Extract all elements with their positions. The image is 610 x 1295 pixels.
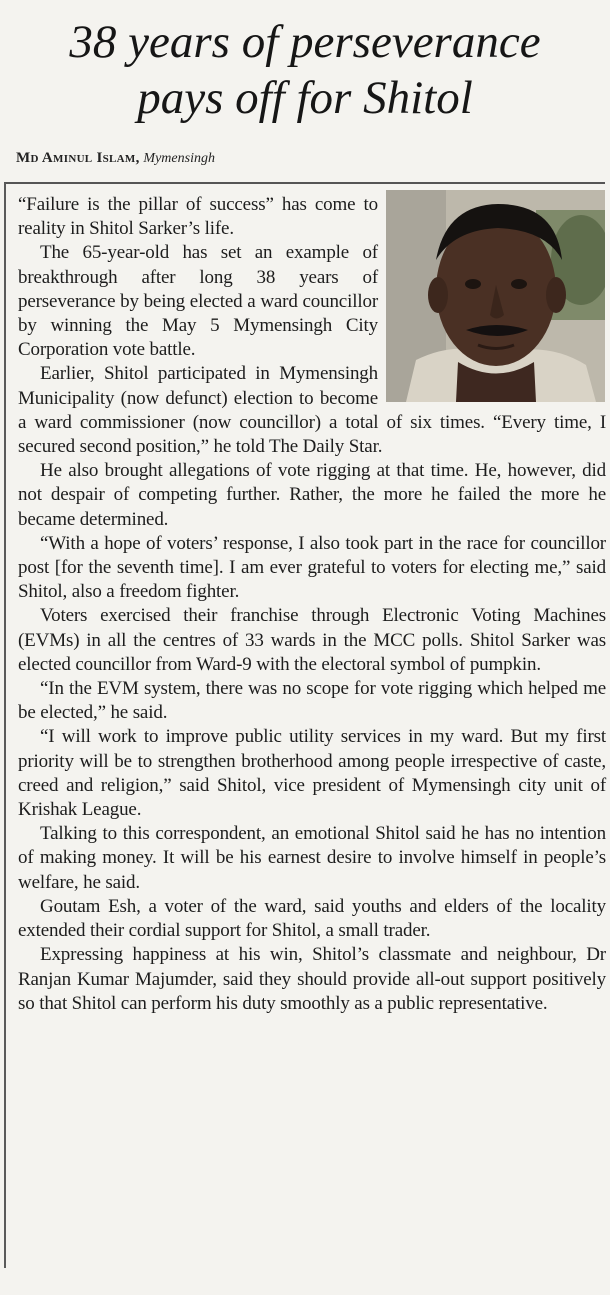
paragraph: He also brought allegations of vote rigging at that time. He, however, did not despair of competing further. Rather, the more he failed the more he became determined.: [18, 460, 606, 530]
column-rule: [4, 183, 6, 1268]
headline-line-2: pays off for Shitol: [137, 72, 473, 124]
headline: [0, 14, 610, 126]
paragraph: Goutam Esh, a voter of the ward, said youths and elders of the locality extended their cordial support for Shitol, a small trader.: [18, 895, 606, 942]
paragraph: “With a hope of voters’ response, I also took part in the race for councillor post [for the seventh time]. I am ever grateful to voters for electing me,” said Shitol, also a freedom fighter.: [18, 532, 606, 603]
top-divider: [4, 182, 605, 184]
paragraph: Earlier, Shitol participated in Mymensingh Municipality (now defunct) election to become a ward commissioner (now councillor) a total of six times. “Every time, I secured second position,” he told The Daily Star.: [18, 363, 606, 458]
byline-location: Mymensingh: [143, 151, 215, 166]
byline: [16, 150, 215, 167]
paragraph: Expressing happiness at his win, Shitol’s classmate and neighbour, Dr Ranjan Kumar Majumder, said they should provide all-out support positively so that Shitol can perform his duty smoothly as a public representative.: [18, 944, 606, 1014]
paragraph: “In the EVM system, there was no scope for vote rigging which helped me be elected,” he said.: [18, 678, 606, 724]
photo-wrap-space: [384, 193, 606, 407]
headline-line-1: 38 years of perseverance: [69, 16, 541, 68]
byline-author: Md Aminul Islam,: [16, 150, 140, 166]
paragraph: Talking to this correspondent, an emotional Shitol said he has no intention of making money. It will be his earnest desire to involve himself in people’s welfare, he said.: [18, 823, 606, 893]
paragraph: “I will work to improve public utility services in my ward. But my first priority will be to strengthen brotherhood among people irrespective of caste, creed and religion,” said Shitol, vice president of Mymensingh city unit of Krishak League.: [18, 726, 606, 821]
article-body: [18, 193, 606, 1016]
paragraph: The 65-year-old has set an example of breakthrough after long 38 years of perseverance by being elected a ward councillor by winning the May 5 Mymensingh City Corporation vote battle.: [18, 242, 378, 361]
paragraph: Voters exercised their franchise through Electronic Voting Machines (EVMs) in all the centres of 33 wards in the MCC polls. Shitol Sarker was elected councillor from Ward-9 with the electoral symbol of pumpkin.: [18, 605, 606, 675]
paragraph: “Failure is the pillar of success” has come to reality in Shitol Sarker’s life.: [18, 194, 378, 240]
